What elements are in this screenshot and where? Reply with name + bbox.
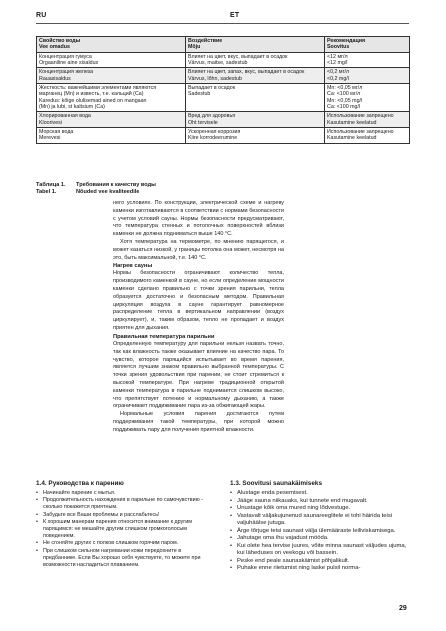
table-cell: Хлорированная вода Kloorivesi [37, 112, 186, 128]
list-item: • Jahutage oma ihu vajadust mööda. [230, 535, 408, 543]
caption-text-ru: Требования к качеству воды [76, 182, 156, 188]
body-paragraph: него условиях. По конструкции, электрической схеме и нагреву каменки изготавливаются в соответствии с нормами безопасности с учетом условий сауны. Нормы безопасности предусматривают, что температура стенных и потолочных поверхностей вблизи каменки не должна подниматься выше 140 °С. [113, 200, 284, 238]
subheading-correct-temperature: Правильная температура парильни [113, 333, 215, 340]
ru-body-column [113, 200, 284, 435]
body-paragraph: Определенную температуру для парильни нельзя назвать точно, так как влажность также оказывает влияние на качество пара. То чувство, которое парящийся испытывает во время парения, является лучшим знаком правильно выбранной температуры. С точки зрения удовольствия при парении, не стоит стремиться к высокой температуре. При нагреве традиционной открытой каменки температура в парильне поднимается слишком высоко, что препятствует потению и нормальному дыханию, а также ограничивает поддиживание пара из-за обжигающей жары. [113, 340, 284, 410]
bathing-guidelines-et [230, 490, 408, 573]
table-row [37, 52, 410, 68]
list-item: • Unustage kõik oma mured ning lõdvestuge. [230, 505, 408, 513]
table-header-row [37, 37, 410, 53]
table-header-cell: Рекомендация Soovitus [325, 37, 410, 53]
table-cell: <12 мг/л <12 mg/l [325, 52, 410, 68]
table-cell: Использование запрещено Kasutamine keelatud [325, 128, 410, 144]
section-title-ru: 1.4. Руководства к парению [36, 480, 124, 487]
language-label-ru: RU [36, 12, 47, 19]
caption-label-ru: Таблица 1. [36, 182, 66, 188]
list-item: • Начинайте парение с мытья. [36, 490, 216, 497]
section-title-et: 1.3. Soovitusi saunakäimiseks [230, 480, 322, 487]
page-number: 29 [399, 605, 407, 612]
list-item: • Alustage enda pesemisest. [230, 490, 408, 498]
table-cell: Концентрация гумуса Orgaaniline aine sisaldus [37, 52, 186, 68]
caption-label-et: Tabel 1. [36, 188, 57, 195]
bathing-guidelines-ru [36, 490, 216, 569]
table-cell: Концентрация железа Rauasisaldus [37, 68, 186, 84]
list-item: • При слишком сильном нагревании кожи передохните в предбаннике. Если Вы хорошо себя чувствуете, то можете при возможности насладиться плаванием. [36, 548, 216, 570]
table-row [37, 68, 410, 84]
list-item: • Забудьте все Ваши проблемы и расслабьтесь! [36, 512, 216, 519]
language-label-et: ET [230, 12, 240, 19]
list-item: • Kui olete hea tervise juures, võite minna saunast väljudes ujuma, kui läheduses on veekogu või bassein. [230, 543, 408, 558]
table-row [37, 112, 410, 128]
list-item: • Vastavalt väljakujunenud saunareeglitele ei tohi häirida teisi valjuhäälse jutuga. [230, 513, 408, 528]
table-caption [36, 182, 156, 196]
table-cell: Вред для здоровья Oht tervisele [186, 112, 325, 128]
list-item: • Jääge sauna niikauaks, kui tunnete end mugavalt. [230, 498, 408, 506]
table-cell: Влияет на цвет, запах, вкус, выпадает в осадок Värvus, lõhn, sadestub [186, 68, 325, 84]
table-header-cell: Воздействие Mõju [186, 37, 325, 53]
water-quality-table [36, 36, 410, 144]
list-item: • Ärge tõrjuge teisi saunast välja ülemääraste leiliviskamisega. [230, 528, 408, 536]
table-cell: Влияет на цвет, вкус, выпадает в осадок Värvus, maitse, sadestub [186, 52, 325, 68]
table-cell: <0,2 мг/л <0,2 mg/l [325, 68, 410, 84]
table-cell: Mn: <0,05 мг/л Ca: <100 мг/л Mn: <0,05 mg/l Ca: <100 mg/l [325, 84, 410, 112]
table-header-cell: Свойство воды Vee omadus [37, 37, 186, 53]
table-cell: Жесткость: важнейшими элементами являются марганец (Mn) и известь, т.е. кальций (Ca) Karedus: kõige olulisemad ained on mangaan (Mn) ja lubi, st kaltsium (Ca) [37, 84, 186, 112]
header-divider [36, 23, 409, 24]
body-paragraph: Нормальные условия парения достигаются путем поддерживания такой температуры, при которой можно поддиживать пару для получения приятной влажности. [113, 411, 284, 433]
caption-text-et: Nõuded vee kvaliteedile [76, 188, 140, 195]
table-cell: Морская вода Merevesi [37, 128, 186, 144]
table-row [37, 84, 410, 112]
list-item: • К хорошим манерам парения относится внимание к другим парящимся: не мешайте другим слишком громкоголосым поведением. [36, 519, 216, 541]
body-paragraph: Хотя температура на термометре, по мнению парящегося, и может казаться низкой, у границы потолка она может, несмотря на это, быть максимальной, т.е. 140 °С. [113, 238, 284, 261]
table-row [37, 128, 410, 144]
body-paragraph: Нормы безопасности ограничивают количество тепла, производимого каменкой в сауне, но если определение мощности каменки сделано правильно с точки зрения парильни, тепла образуется достаточно и безопасным методом. Правильная циркуляция воздуха в сауне гарантирует равномерное распределение тепла в вертикальном направлении (воздух циркулирует), и, таким образом, тепло не пропадает и воздух приятен для дыхания. [113, 270, 284, 332]
table-cell: Выпадает в осадок Sadestub [186, 84, 325, 112]
list-item: • Не сгоняйте других с полков слишком горячим паром. [36, 540, 216, 547]
list-item: • Peske end peale saunaskäimist põhjalikult. [230, 558, 408, 566]
table-cell: Использование запрещено Kasutamine keelatud [325, 112, 410, 128]
list-item: • Продолжительность нахождения в парильне по самочувствию - сколько покажется приятным. [36, 497, 216, 511]
list-item: • Puhake enne riietumist ning laske pulsil norma- [230, 565, 408, 573]
subheading-sauna-heating: Нагрев сауны [113, 263, 153, 270]
table-cell: Ускоренная коррозия Kiire korrodeerumine [186, 128, 325, 144]
